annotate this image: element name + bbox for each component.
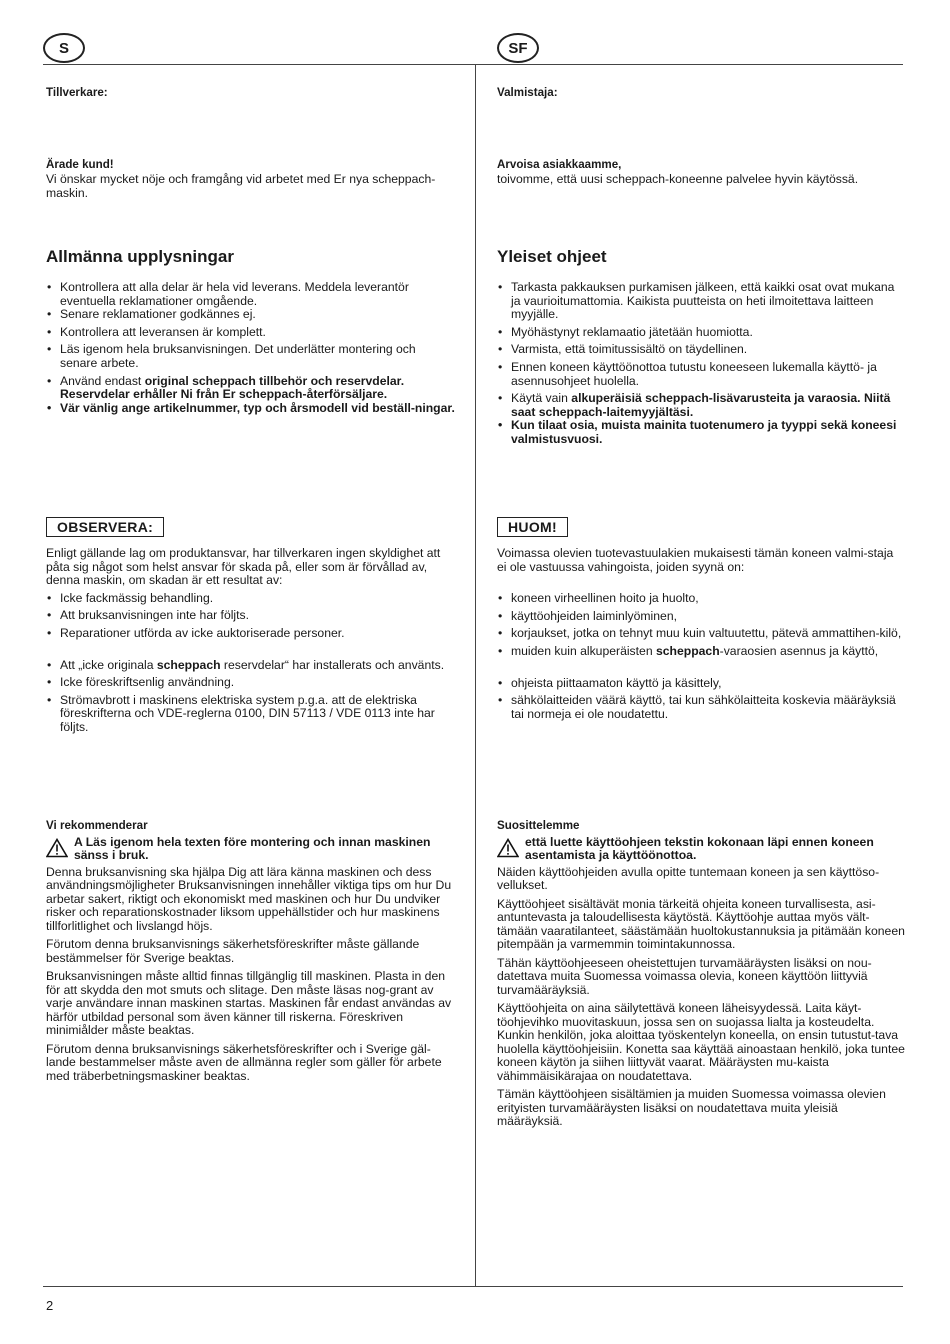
notice-heading-box	[46, 517, 164, 537]
warning-triangle-icon	[497, 838, 525, 862]
list-item	[497, 392, 905, 419]
accessory-bold: original scheppach tillbehör och reservdelar. Reservdelar erhåller Ni från Er scheppach-återförsäljare.	[60, 373, 405, 402]
list-item: • Tarkasta pakkauksen purkamisen jälkeen, että kaikki osat ovat mukana ja vaurioitumattomia. Kaikista puutteista on heti ilmoitettava laitteen myyjälle.	[497, 281, 905, 322]
greeting-block	[497, 158, 897, 186]
list-item: • Reparationer utförda av icke auktoriserade personer.	[46, 627, 456, 641]
general-list	[46, 281, 456, 415]
warning-row	[46, 836, 456, 863]
badge-label: S	[58, 39, 69, 57]
paragraph: Näiden käyttöohjeiden avulla opitte tuntemaan koneen ja sen käyttöso-vellukset.	[497, 864, 880, 892]
notice-block	[46, 547, 456, 735]
paragraph: Bruksanvisningen måste alltid finnas tillgänglig till maskinen. Plasta in den för att skydda den mot smuts och slitage. Den måste läsas nog-grant av varje användare innan maskinen startas. Maskinen får endast användas av härför utbildad personal som även känner till riskerna. Föreskriven minimiålder måste beaktas.	[46, 969, 452, 1037]
general-heading: Allmänna upplysningar	[46, 247, 234, 266]
paragraph: Käyttöohjeet sisältävät monia tärkeitä ohjeita koneen turvallisesta, asi-antuntevasta ja taloudellisesta käytöstä. Käyttöohje auttaa myös vält-tämään vaaratilanteet, säästämään huoltokustannuksia ja pitämään koneen pitempään ja varmemmin toimintakunnossa.	[497, 896, 905, 951]
parts-post: -varaosien asennus ja käyttö,	[719, 643, 879, 658]
notice-intro: Enligt gällande lag om produktansvar, har tillverkaren ingen skyldighet att påta sig något som helst ansvar för skada på, eller som är förvållad av, denna maskin, om skadan är ett resultat av:	[46, 546, 441, 588]
notice-heading-box	[497, 517, 568, 537]
list-item: • Strömavbrott i maskinens elektriska system p.g.a. att de elektriska föreskrifterna och VDE-reglerna 0100, DIN 57113 / VDE 0113 inte har följts.	[46, 694, 456, 735]
list-item: • Kontrollera att alla delar är hela vid leverans. Meddela leverantör eventuella reklamationer omgående.	[46, 281, 456, 308]
notice-list	[46, 592, 456, 735]
notice-intro: Voimassa olevien tuotevastuulakien mukaisesti tämän koneen valmi-staja ei ole vastuussa vahingoista, joiden syynä on:	[497, 546, 894, 574]
list-item: • Kontrollera att leveransen är komplett.	[46, 326, 456, 340]
list-item: • sähkölaitteiden väärä käyttö, tai kun sähkölaitteita koskevia määräyksiä tai normeja ei ole noudatettu.	[497, 694, 905, 721]
notice-block	[497, 547, 905, 721]
page-number: 2	[46, 1298, 54, 1313]
warning-text: että luette käyttöohjeen tekstin kokonaan läpi ennen koneen asentamista ja käyttöönottoa.	[525, 834, 874, 862]
order-note: • Vär vänlig ange artikelnummer, typ och årsmodell vid beställ-ningar.	[46, 402, 456, 416]
recommend-block	[46, 819, 456, 1083]
list-item: • ohjeista piittaamaton käyttö ja käsittely,	[497, 677, 905, 691]
greeting-block	[46, 158, 446, 200]
recommend-block	[497, 819, 905, 1129]
warning-row	[497, 836, 905, 863]
column-divider	[475, 64, 476, 1286]
warning-text: A Läs igenom hela texten före montering och innan maskinen sänss i bruk.	[74, 834, 431, 862]
accessory-pre: Använd endast	[60, 373, 145, 388]
paragraph: Käyttöohjeita on aina säilytettävä koneen läheisyydessä. Laita käyt-töohjevihko muovitaskuun, jossa sen on suojassa lialta ja kosteudelta. Kunkin henkilön, joka aloittaa työskentelyn koneella, on ensin tutustut-tava huolella käyttöohjeisiin. Konetta saa käyttää ainoastaan henkilö, joka tuntee koneen käytön ja siihen liittyvät vaarat. Määräysten mu-kaista vähimmäisikärajaa on noudatettava.	[497, 1001, 905, 1083]
list-item: • Myöhästynyt reklamaatio jätetään huomiotta.	[497, 326, 905, 340]
notice-heading: HUOM!	[497, 517, 568, 537]
bottom-rule	[43, 1286, 903, 1287]
list-item: • käyttöohjeiden laiminlyöminen,	[497, 610, 905, 624]
badge-label: SF	[508, 39, 528, 57]
list-item	[497, 645, 905, 659]
paragraph: Tämän käyttöohjeen sisältämien ja muiden Suomessa voimassa olevien erityisten turvamääräysten lisäksi on noudatettava muita yleisiä määräyksiä.	[497, 1087, 886, 1128]
order-note: • Kun tilaat osia, muista mainita tuotenumero ja tyyppi sekä koneesi valmistusvuosi.	[497, 419, 905, 446]
list-item	[46, 375, 456, 402]
parts-post: reservdelar“ har installerats och använts.	[220, 657, 445, 672]
parts-pre: muiden kuin alkuperäisten	[511, 643, 656, 658]
list-item: • Ennen koneen käyttöönottoa tutustu koneeseen lukemalla käyttö- ja asennusohjeet huolella.	[497, 361, 905, 388]
parts-pre: Att „icke originala	[60, 657, 157, 672]
language-badge-swedish	[43, 33, 85, 63]
parts-bold: scheppach	[156, 657, 221, 672]
paragraph: Förutom denna bruksanvisnings säkerhetsföreskrifter måste gällande bestämmelser för Sverige beaktas.	[46, 937, 420, 965]
list-item: • korjaukset, jotka on tehnyt muu kuin valtuutettu, pätevä ammattihen-kilö,	[497, 627, 905, 641]
general-list	[497, 281, 905, 447]
notice-list	[497, 592, 905, 721]
top-rule	[43, 64, 903, 65]
paragraph: Tähän käyttöohjeeseen oheistettujen turvamääräysten lisäksi on nou-datettava muita Suomessa voimassa olevia, koneen käyttöön liittyviä turvamääräyksiä.	[497, 955, 872, 997]
accessory-bold: alkuperäisiä scheppach-lisävarusteita ja varaosia. Niitä saat scheppach-laitemyyjältäsi.	[511, 391, 891, 419]
general-heading: Yleiset ohjeet	[497, 247, 607, 266]
paragraph: Denna bruksanvisning ska hjälpa Dig att lära känna maskinen och dess användningsmöjligheter Bruksanvisningen innehåller viktiga tips om hur Du arbetar sakert, riktigt och ekonomiskt med maskinen och hur Du undviker risker och reparationskostnader liksom uppehällstider och hur maskinens tillforlitlighet och livslangd höjs.	[46, 864, 452, 933]
greeting-title: Arvoisa asiakkaamme,	[497, 158, 622, 171]
accessory-pre: Käytä vain	[511, 391, 572, 406]
recommend-label: Suosittelemme	[497, 819, 580, 832]
warning-triangle-icon	[46, 838, 74, 862]
list-item: • Icke fackmässig behandling.	[46, 592, 456, 606]
greeting-text: toivomme, että uusi scheppach-koneenne palvelee hyvin käytössä.	[497, 172, 859, 186]
general-list-block	[497, 281, 905, 447]
parts-bold: scheppach	[655, 643, 720, 658]
paragraph: Förutom denna bruksanvisnings säkerhetsföreskrifter och i Sverige gäl-lande bestammelser måste aven de allmänna regler som gäller för arbete med träberbetningsmaskiner beaktas.	[46, 1041, 442, 1083]
greeting-text: Vi önskar mycket nöje och framgång vid arbetet med Er nya scheppach-maskin.	[46, 172, 436, 200]
notice-heading: OBSERVERA:	[46, 517, 164, 537]
list-item: • Senare reklamationer godkännes ej.	[46, 308, 456, 322]
list-item: • Att bruksanvisningen inte har följts.	[46, 609, 456, 623]
general-list-block	[46, 281, 456, 415]
language-badge-finnish	[497, 33, 539, 63]
greeting-title: Ärade kund!	[46, 158, 114, 171]
list-item: • Varmista, että toimitussisältö on täydellinen.	[497, 343, 905, 357]
list-item: • koneen virheellinen hoito ja huolto,	[497, 592, 905, 606]
list-item	[46, 659, 456, 673]
list-item: • Icke föreskriftsenlig användning.	[46, 676, 456, 690]
list-item: • Läs igenom hela bruksanvisningen. Det underlätter montering och senare arbete.	[46, 343, 456, 370]
manufacturer-label: Tillverkare:	[46, 86, 108, 99]
recommend-label: Vi rekommenderar	[46, 819, 148, 832]
manufacturer-label: Valmistaja:	[497, 86, 558, 99]
